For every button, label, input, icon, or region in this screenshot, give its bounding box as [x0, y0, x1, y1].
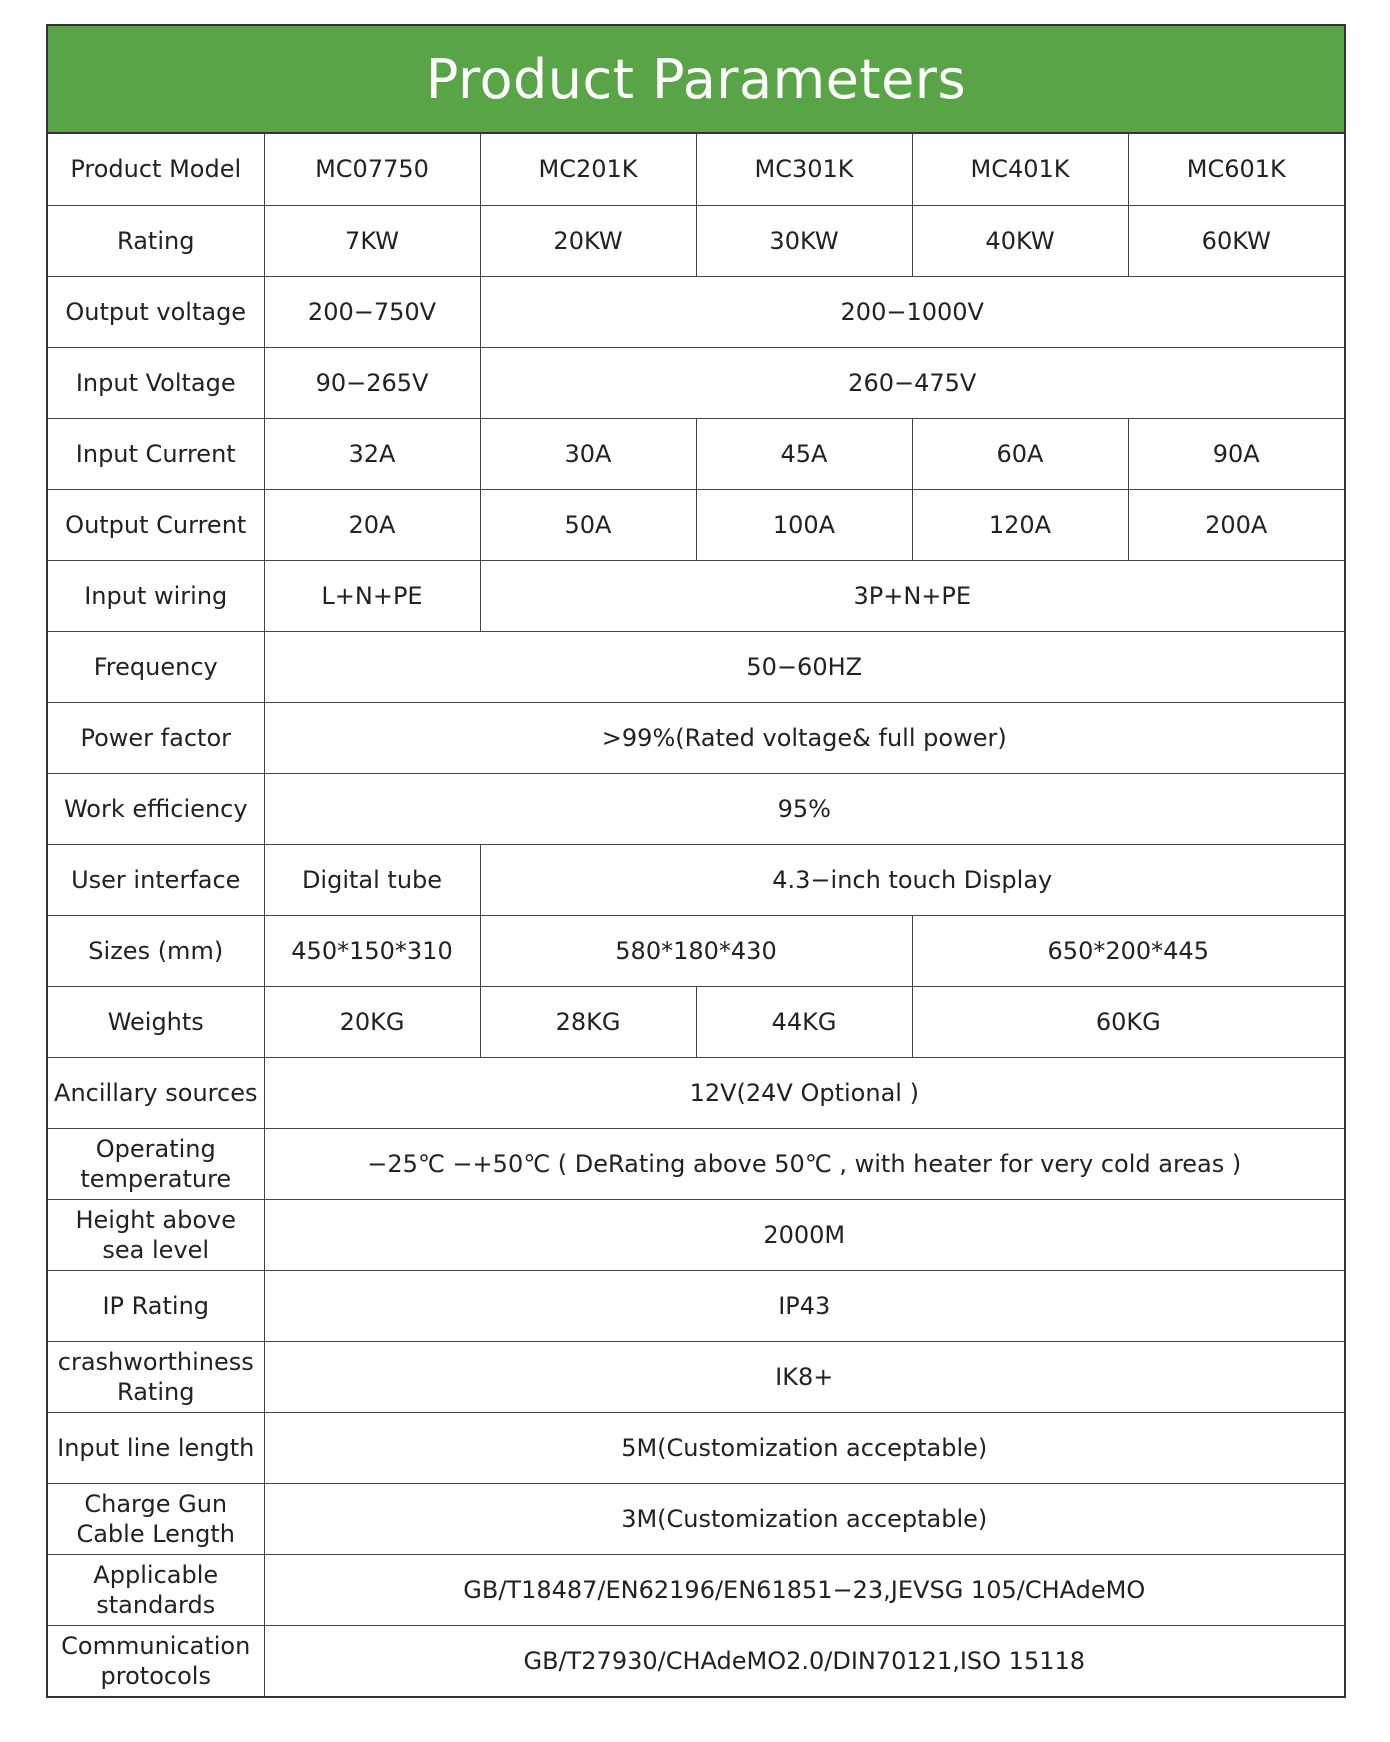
row-value: MC201K — [480, 134, 696, 205]
row-label: Ancillary sources — [48, 1057, 264, 1128]
row-value: 650*200*445 — [912, 915, 1344, 986]
row-value: 44KG — [696, 986, 912, 1057]
table-row — [48, 1625, 1344, 1696]
row-label: Communication protocols — [48, 1625, 264, 1696]
row-value: IP43 — [264, 1270, 1344, 1341]
table-row — [48, 1483, 1344, 1554]
row-value: 7KW — [264, 205, 480, 276]
row-value: L+N+PE — [264, 560, 480, 631]
row-label: Sizes (mm) — [48, 915, 264, 986]
row-value: 50−60HZ — [264, 631, 1344, 702]
table-row — [48, 986, 1344, 1057]
table-row — [48, 1412, 1344, 1483]
table-row — [48, 1199, 1344, 1270]
row-value: MC401K — [912, 134, 1128, 205]
row-value: 3M(Customization acceptable) — [264, 1483, 1344, 1554]
table-row — [48, 1270, 1344, 1341]
row-label: Work efficiency — [48, 773, 264, 844]
row-value: 28KG — [480, 986, 696, 1057]
row-value: 580*180*430 — [480, 915, 912, 986]
row-label: crashworthiness Rating — [48, 1341, 264, 1412]
row-value: GB/T27930/CHAdeMO2.0/DIN70121,ISO 15118 — [264, 1625, 1344, 1696]
row-value: 60KG — [912, 986, 1344, 1057]
row-value: 95% — [264, 773, 1344, 844]
parameters-table — [48, 134, 1344, 1696]
row-label: Input Current — [48, 418, 264, 489]
row-label: Height above sea level — [48, 1199, 264, 1270]
row-label: Applicable standards — [48, 1554, 264, 1625]
row-value: MC601K — [1128, 134, 1344, 205]
table-row — [48, 1128, 1344, 1199]
table-row — [48, 276, 1344, 347]
row-value: 5M(Customization acceptable) — [264, 1412, 1344, 1483]
page-title: Product Parameters — [48, 26, 1344, 134]
row-value: 50A — [480, 489, 696, 560]
row-value: 3P+N+PE — [480, 560, 1344, 631]
row-label: Rating — [48, 205, 264, 276]
table-row — [48, 631, 1344, 702]
row-value: 20A — [264, 489, 480, 560]
row-value: 30KW — [696, 205, 912, 276]
table-row — [48, 418, 1344, 489]
table-row — [48, 1057, 1344, 1128]
row-label: Input Voltage — [48, 347, 264, 418]
row-value: 200A — [1128, 489, 1344, 560]
row-value: 450*150*310 — [264, 915, 480, 986]
row-label: Charge Gun Cable Length — [48, 1483, 264, 1554]
row-value: 20KW — [480, 205, 696, 276]
row-value: 90−265V — [264, 347, 480, 418]
table-row — [48, 1554, 1344, 1625]
table-row — [48, 773, 1344, 844]
row-label: Output Current — [48, 489, 264, 560]
row-value: 120A — [912, 489, 1128, 560]
row-value: −25℃ −+50℃ ( DeRating above 50℃ , with heater for very cold areas ) — [264, 1128, 1344, 1199]
row-value: 260−475V — [480, 347, 1344, 418]
table-row — [48, 489, 1344, 560]
row-label: Output voltage — [48, 276, 264, 347]
row-value: 30A — [480, 418, 696, 489]
row-value: Digital tube — [264, 844, 480, 915]
row-label: Input wiring — [48, 560, 264, 631]
product-parameters-sheet — [46, 24, 1346, 1698]
row-value: 60KW — [1128, 205, 1344, 276]
table-row — [48, 915, 1344, 986]
row-label: Product Model — [48, 134, 264, 205]
row-value: MC07750 — [264, 134, 480, 205]
table-row — [48, 702, 1344, 773]
table-row — [48, 205, 1344, 276]
row-value: 90A — [1128, 418, 1344, 489]
row-label: Weights — [48, 986, 264, 1057]
row-value: 200−750V — [264, 276, 480, 347]
row-value: >99%(Rated voltage& full power) — [264, 702, 1344, 773]
row-label: IP Rating — [48, 1270, 264, 1341]
table-row — [48, 1341, 1344, 1412]
row-value: MC301K — [696, 134, 912, 205]
row-label: Frequency — [48, 631, 264, 702]
row-value: 200−1000V — [480, 276, 1344, 347]
row-value: 12V(24V Optional ) — [264, 1057, 1344, 1128]
table-row — [48, 347, 1344, 418]
table-row — [48, 134, 1344, 205]
row-value: 40KW — [912, 205, 1128, 276]
row-value: IK8+ — [264, 1341, 1344, 1412]
table-row — [48, 844, 1344, 915]
row-value: 45A — [696, 418, 912, 489]
row-label: User interface — [48, 844, 264, 915]
row-value: 20KG — [264, 986, 480, 1057]
row-value: 2000M — [264, 1199, 1344, 1270]
row-value: 32A — [264, 418, 480, 489]
row-value: 60A — [912, 418, 1128, 489]
row-label: Operating temperature — [48, 1128, 264, 1199]
row-label: Power factor — [48, 702, 264, 773]
row-value: 100A — [696, 489, 912, 560]
parameters-table-body — [48, 134, 1344, 1696]
table-row — [48, 560, 1344, 631]
row-value: 4.3−inch touch Display — [480, 844, 1344, 915]
row-label: Input line length — [48, 1412, 264, 1483]
row-value: GB/T18487/EN62196/EN61851−23,JEVSG 105/CHAdeMO — [264, 1554, 1344, 1625]
